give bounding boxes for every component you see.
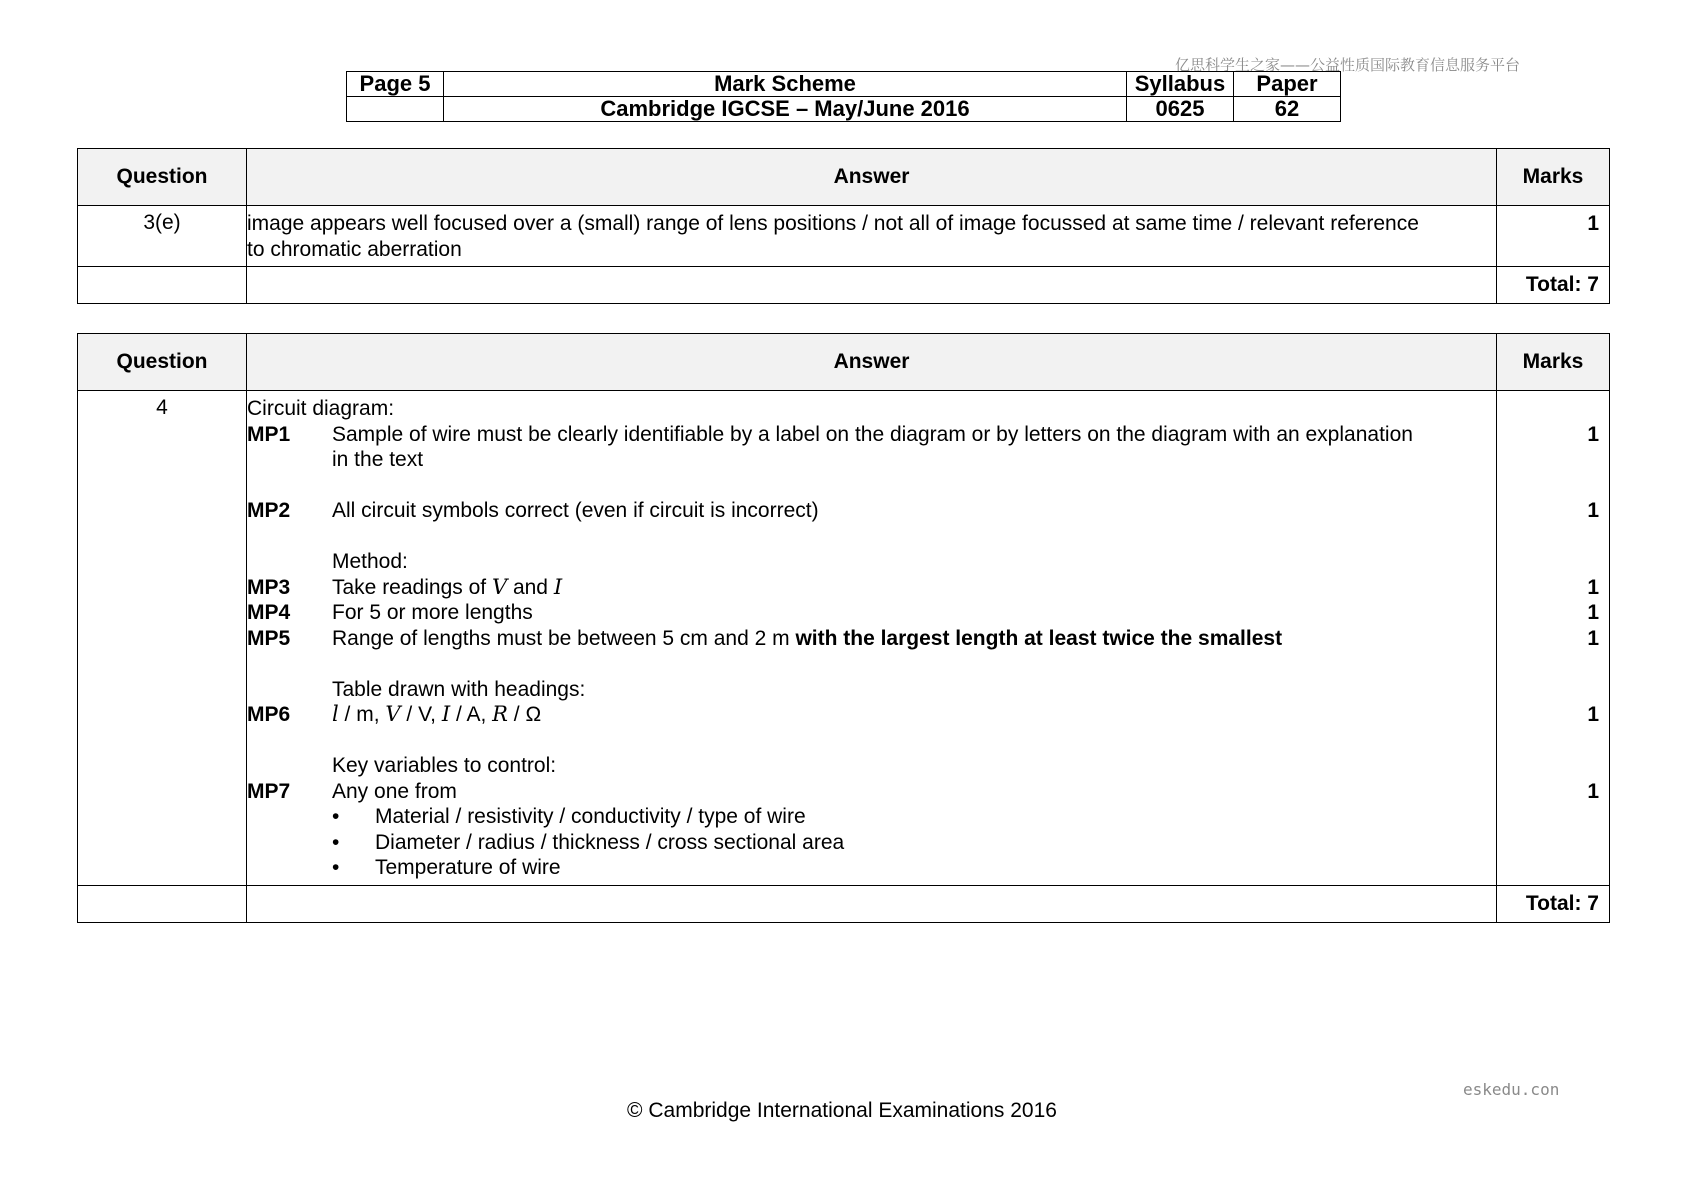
question-number: 4 [78,391,247,886]
table-row [78,206,1610,267]
circuit-heading: Circuit diagram: [247,397,395,420]
list-item: • Material / resistivity / conductivity / type of wire [332,805,806,828]
method-heading: Method: [332,550,408,573]
watermark-bottom: eskedu.con [1463,1080,1560,1099]
table-heading: Table drawn with headings: [332,677,586,701]
mp5-label: MP5 [247,626,291,650]
marks-cell [1497,391,1610,886]
paper-label: Paper [1234,72,1341,97]
exam-name: Cambridge IGCSE – May/June 2016 [444,97,1127,122]
empty-cell [78,885,247,922]
mp4-mark: 1 [1587,601,1599,624]
col-marks: Marks [1497,149,1610,206]
question-number: 3(e) [78,206,247,267]
list-item: • Temperature of wire [332,856,561,879]
empty-cell [247,885,1497,922]
page-number: Page 5 [347,72,444,97]
total-cell [1497,885,1610,922]
mp5-text: Range of lengths must be between 5 cm and 2 m with the largest length at least twice the smallest [332,626,1283,650]
mp7-text: Any one from [332,779,457,803]
watermark-top: 亿思科学生之家——公益性质国际教育信息服务平台 [1175,56,1521,74]
answer-text: to chromatic aberration [247,237,462,261]
mp1-text: in the text [332,448,424,471]
copyright-footer: © Cambridge International Examinations 2016 [627,1099,1057,1122]
mp6-text: l / m, V / V, I / A, R / Ω [332,702,542,726]
total-marks: Total: 7 [1525,273,1599,296]
page-header-table [346,71,1341,122]
mark-value: 1 [1587,212,1599,235]
total-row [78,267,1610,304]
mp1-text: Sample of wire must be clearly identifiable by a label on the diagram or by letters on the diagram with an explanation [332,422,1413,446]
empty-cell [247,267,1497,304]
mp3-label: MP3 [247,575,291,599]
mp5-mark: 1 [1587,626,1599,650]
mp3-mark: 1 [1587,575,1599,599]
mp3-text: Take readings of V and I [332,574,563,599]
mp2-text: All circuit symbols correct (even if circuit is incorrect) [332,499,819,522]
col-answer: Answer [247,334,1497,391]
list-item: • Diameter / radius / thickness / cross sectional area [332,830,845,854]
answer-cell [247,391,1497,886]
table-row [78,391,1610,886]
mp1-mark: 1 [1587,422,1599,446]
empty-cell [347,97,444,122]
mp7-mark: 1 [1587,779,1599,803]
total-cell [1497,267,1610,304]
col-question: Question [78,334,247,391]
mp6-mark: 1 [1587,703,1599,726]
mark-scheme-table-4 [77,333,1610,923]
mp4-label: MP4 [247,601,291,624]
control-heading: Key variables to control: [332,754,557,777]
mp7-label: MP7 [247,779,291,803]
col-answer: Answer [247,149,1497,206]
col-question: Question [78,149,247,206]
answer-cell [247,206,1497,267]
syllabus-code: 0625 [1127,97,1234,122]
total-row [78,885,1610,922]
syllabus-label: Syllabus [1127,72,1234,97]
paper-number: 62 [1234,97,1341,122]
mp2-label: MP2 [247,499,291,522]
answer-text: image appears well focused over a (small) range of lens positions / not all of image focussed at same time / relevant reference [247,212,1419,235]
mp4-text: For 5 or more lengths [332,601,533,624]
total-marks: Total: 7 [1525,891,1599,915]
col-marks: Marks [1497,334,1610,391]
empty-cell [78,267,247,304]
mp6-label: MP6 [247,703,291,726]
marks-cell [1497,206,1610,267]
document-title: Mark Scheme [444,72,1127,97]
mark-scheme-table-3e [77,148,1610,304]
mp2-mark: 1 [1587,499,1599,522]
mp1-label: MP1 [247,422,291,446]
